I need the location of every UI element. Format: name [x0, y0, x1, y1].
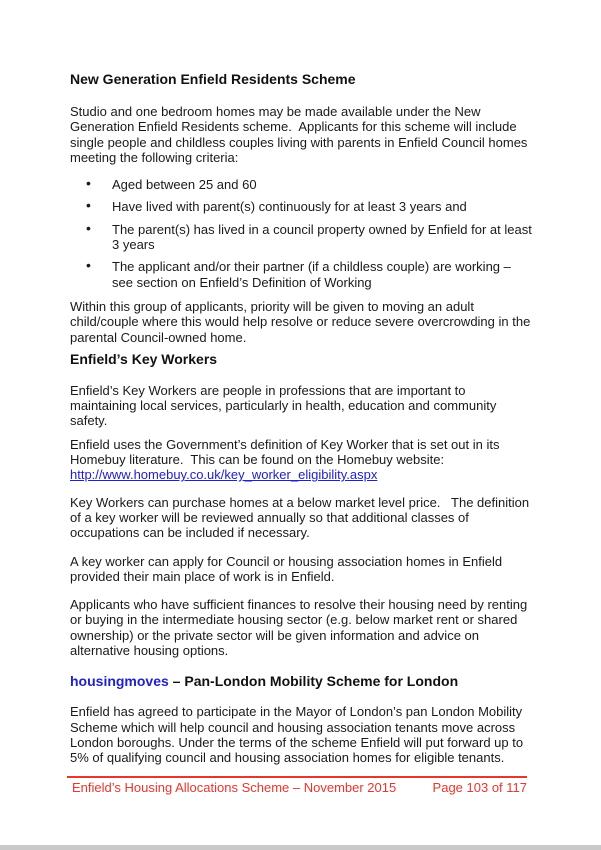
page-bottom-edge — [0, 845, 601, 850]
paragraph-within-group: Within this group of applicants, priority will be given to moving an adult child/couple where this would help resolve or reduce severe overcrowding in the parental Council-owned home. — [70, 298, 534, 345]
footer-rule — [67, 776, 527, 778]
paragraph-intro: Studio and one bedroom homes may be made available under the New Generation Enfield Residents scheme. Applicants for this scheme will include single people and childless couples living with parents in Enfield Council homes meeting the following criteria: — [70, 104, 532, 165]
heading-new-generation-scheme: New Generation Enfield Residents Scheme — [70, 71, 356, 87]
footer-document-title: Enfield’s Housing Allocations Scheme – November 2015 — [72, 780, 397, 795]
heading-key-workers: Enfield’s Key Workers — [70, 350, 218, 367]
list-item: • Aged between 25 and 60 — [70, 177, 532, 192]
main-content — [70, 71, 532, 766]
list-item: • Have lived with parent(s) continuously for at least 3 years and — [70, 199, 532, 214]
list-item: • The applicant and/or their partner (if a childless couple) are working – see section on Enfield’s Definition of Working — [70, 259, 532, 290]
paragraph-key-worker-apply: A key worker can apply for Council or housing association homes in Enfield provided their main place of work is in Enfield. — [70, 553, 506, 584]
footer — [67, 776, 527, 795]
homebuy-link-line — [70, 467, 532, 482]
footer-page-number: Page 103 of 117 — [432, 780, 527, 795]
housingmoves-heading-rest: – Pan-London Mobility Scheme for London — [168, 673, 459, 690]
paragraph-alternative-housing: Applicants who have sufficient finances to resolve their housing need by renting or buying in the intermediate housing sector (e.g. below market rent or shared ownership) or the private sector will be given information and advice on alternative housing options. — [70, 597, 531, 659]
paragraph-housingmoves: Enfield has agreed to participate in the Mayor of London’s pan London Mobility Scheme which will help council and housing association tenants move across London boroughs. Under the terms of the scheme Enfield will put forward up to 5% of qualifying council and housing association homes for eligible tenants. — [70, 704, 527, 766]
housingmoves-brand-text: housingmoves — [70, 673, 169, 690]
list-item: • The parent(s) has lived in a council property owned by Enfield for at least 3 years — [70, 222, 532, 253]
paragraph-key-workers-intro: Enfield’s Key Workers are people in professions that are important to maintaining local services, particularly in health, education and community safety. — [70, 382, 500, 429]
criteria-list — [70, 177, 532, 290]
homebuy-link[interactable]: http://www.homebuy.co.uk/key_worker_eligibility.aspx — [70, 467, 378, 483]
heading-housingmoves — [70, 673, 532, 690]
footer-row — [67, 780, 527, 795]
paragraph-key-worker-definition: Enfield uses the Government’s definition of Key Worker that is set out in its Homebuy literature. This can be found on the Homebuy website: — [70, 436, 504, 468]
paragraph-key-worker-purchase: Key Workers can purchase homes at a below market level price. The definition of a key worker will be reviewed annually so that additional classes of occupations can be included if necessary. — [70, 494, 533, 541]
